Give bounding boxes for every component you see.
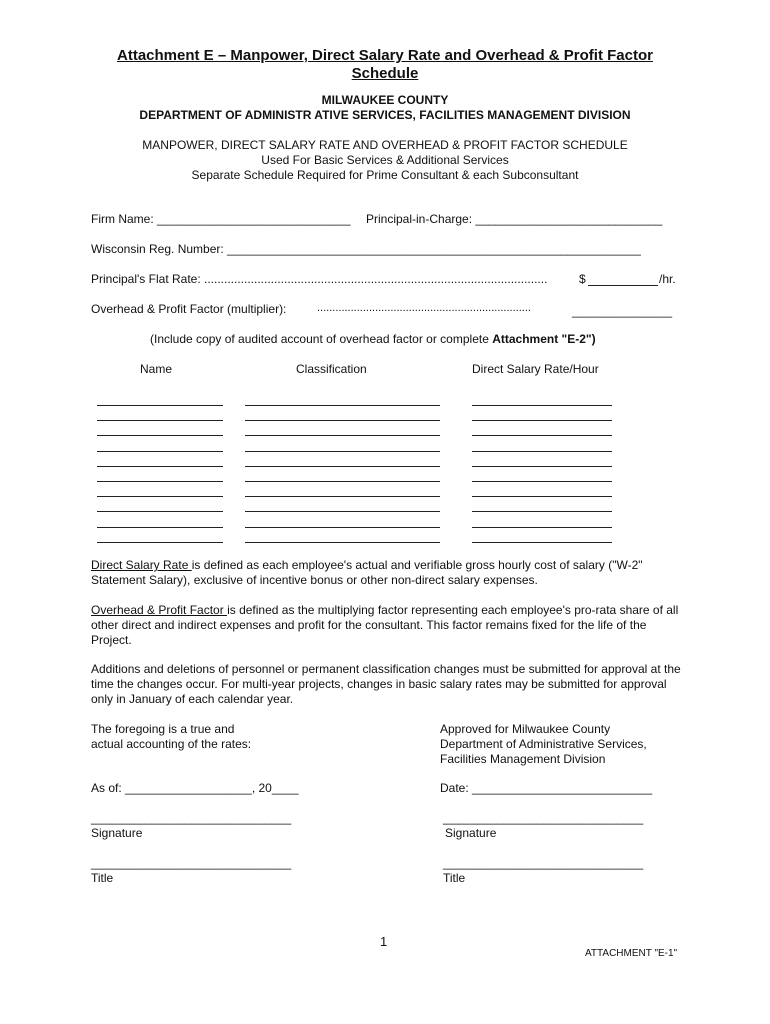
rate-blank[interactable] — [472, 542, 612, 543]
col-header-rate: Direct Salary Rate/Hour — [472, 362, 599, 376]
left-signature-line[interactable]: ______________________________ — [91, 811, 292, 825]
rate-blank[interactable] — [472, 466, 612, 467]
include-note — [150, 332, 596, 346]
overhead-profit-definition — [91, 603, 681, 648]
name-blank[interactable] — [97, 527, 223, 528]
approved-line3: Facilities Management Division — [440, 752, 606, 766]
dsr-term: Direct Salary Rate — [91, 558, 192, 572]
as-of-field[interactable]: As of: ___________________, 20____ — [91, 781, 299, 795]
right-title-line[interactable]: ______________________________ — [443, 856, 644, 870]
schedule-title: MANPOWER, DIRECT SALARY RATE AND OVERHEAD & PROFIT FACTOR SCHEDULE — [142, 138, 628, 152]
attachment-id: ATTACHMENT "E-1" — [585, 948, 678, 959]
approved-line2: Department of Administrative Services, — [440, 737, 647, 751]
right-title-label: Title — [443, 871, 466, 885]
name-blank[interactable] — [97, 496, 223, 497]
overhead-blank[interactable]: _______________ — [572, 304, 673, 318]
name-blank[interactable] — [97, 420, 223, 421]
firm-name-blank[interactable]: _____________________________ — [157, 212, 351, 226]
classification-blank[interactable] — [245, 466, 440, 467]
overhead-dots: ...................................................................... — [317, 302, 531, 314]
department-heading: DEPARTMENT OF ADMINISTR ATIVE SERVICES, FACILITIES MANAGEMENT DIVISION — [139, 108, 631, 122]
classification-blank[interactable] — [245, 420, 440, 421]
flat-rate-blank[interactable] — [588, 285, 658, 286]
document-title-line1: Attachment E – Manpower, Direct Salary Rate and Overhead & Profit Factor — [117, 47, 653, 64]
rate-blank[interactable] — [472, 435, 612, 436]
county-heading: MILWAUKEE COUNTY — [321, 93, 449, 107]
wisconsin-label: Wisconsin Reg. Number: — [91, 242, 228, 256]
left-title-line[interactable]: ______________________________ — [91, 856, 292, 870]
dsr-text: is defined as each employee's actual and verifiable gross hourly cost of salary ("W-2" Statement Salary), exclusive of incentive bonus or other non-direct salary expenses. — [91, 558, 643, 587]
name-blank[interactable] — [97, 542, 223, 543]
approved-line1: Approved for Milwaukee County — [440, 722, 611, 736]
flat-rate-unit: /hr. — [659, 272, 676, 286]
firm-name-field[interactable] — [91, 212, 351, 226]
left-signature-label: Signature — [91, 826, 143, 840]
used-for-note: Used For Basic Services & Additional Services — [261, 153, 509, 167]
rate-blank[interactable] — [472, 511, 612, 512]
classification-blank[interactable] — [245, 405, 440, 406]
foregoing-line1: The foregoing is a true and — [91, 722, 235, 736]
name-blank[interactable] — [97, 405, 223, 406]
overhead-label: Overhead & Profit Factor (multiplier): — [91, 302, 287, 316]
name-blank[interactable] — [97, 466, 223, 467]
page-number: 1 — [380, 934, 388, 949]
name-blank[interactable] — [97, 451, 223, 452]
principal-in-charge-field[interactable] — [366, 212, 662, 226]
include-note-bold: Attachment "E-2") — [492, 332, 596, 346]
flat-rate-dots: ....................................................................................................... — [204, 272, 548, 286]
classification-blank[interactable] — [245, 527, 440, 528]
document-title-line2: Schedule — [351, 65, 419, 82]
flat-rate-label: Principal's Flat Rate: — [91, 272, 204, 286]
date-field[interactable]: Date: ___________________________ — [440, 781, 653, 795]
rate-blank[interactable] — [472, 481, 612, 482]
firm-name-label: Firm Name: — [91, 212, 157, 226]
opf-text: is defined as the multiplying factor representing each employee's pro-rata share of all other direct and indirect expenses and profit for the consultant. This factor remains fixed for the life of the Project. — [91, 603, 679, 647]
classification-blank[interactable] — [245, 481, 440, 482]
name-blank[interactable] — [97, 511, 223, 512]
classification-blank[interactable] — [245, 542, 440, 543]
include-note-text: (Include copy of audited account of overhead factor or complete — [150, 332, 493, 346]
classification-blank[interactable] — [245, 496, 440, 497]
principal-label: Principal-in-Charge: — [366, 212, 476, 226]
left-title-label: Title — [91, 871, 114, 885]
name-blank[interactable] — [97, 435, 223, 436]
classification-blank[interactable] — [245, 451, 440, 452]
separate-schedule-note: Separate Schedule Required for Prime Consultant & each Subconsultant — [191, 168, 579, 182]
right-signature-label: Signature — [445, 826, 497, 840]
principal-blank[interactable]: ____________________________ — [475, 212, 663, 226]
additions-paragraph: Additions and deletions of personnel or permanent classification changes must be submitted for approval at the time the changes occur. For multi-year projects, changes in basic salary rates may be submitted for approval only in January of each calendar year. — [91, 662, 681, 706]
foregoing-line2: actual accounting of the rates: — [91, 737, 252, 751]
wisconsin-blank[interactable]: ______________________________________________________________ — [227, 242, 641, 256]
flat-rate-field[interactable] — [91, 272, 547, 286]
rate-blank[interactable] — [472, 527, 612, 528]
opf-term: Overhead & Profit Factor — [91, 603, 228, 617]
rate-blank[interactable] — [472, 405, 612, 406]
direct-salary-rate-definition — [91, 558, 681, 588]
classification-blank[interactable] — [245, 435, 440, 436]
wisconsin-reg-field[interactable] — [91, 242, 641, 256]
right-signature-line[interactable]: ______________________________ — [443, 811, 644, 825]
col-header-classification: Classification — [296, 362, 367, 376]
flat-rate-dollar: $ — [579, 272, 586, 286]
rate-blank[interactable] — [472, 451, 612, 452]
col-header-name: Name — [140, 362, 173, 376]
rate-blank[interactable] — [472, 496, 612, 497]
rate-blank[interactable] — [472, 420, 612, 421]
classification-blank[interactable] — [245, 511, 440, 512]
name-blank[interactable] — [97, 481, 223, 482]
